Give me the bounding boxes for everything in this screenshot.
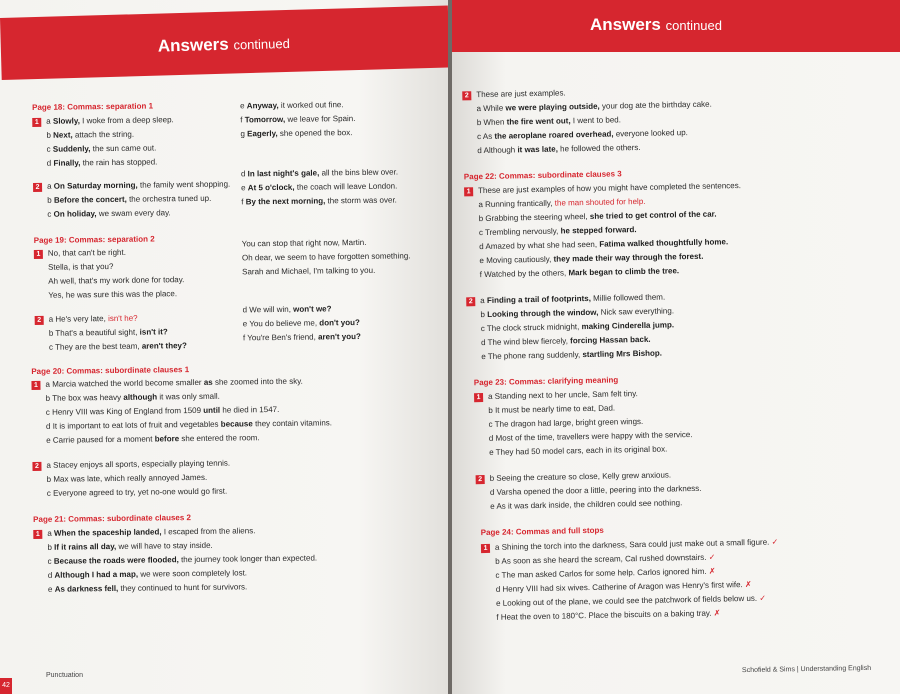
answer-line: a Shining the torch into the darkness, Sara could just make out a small figure. ✓ xyxy=(494,537,779,552)
question-number: 2 xyxy=(466,297,475,306)
question-number: 2 xyxy=(462,91,471,100)
footer-publisher: Schofield & Sims | Understanding English xyxy=(741,664,872,675)
answer-line: e Carrie paused for a moment before she entered the room. xyxy=(46,433,260,445)
answer-line: e The phone rang suddenly, startling Mrs Bishop. xyxy=(481,348,663,362)
question-number: 1 xyxy=(32,118,41,127)
answer-line: b It must be nearly time to eat, Dad. xyxy=(488,403,616,415)
answer-line: e You do believe me, don't you? xyxy=(242,317,360,329)
question-number: 2 xyxy=(32,462,41,471)
answer-line: c The dragon had large, bright green wings. xyxy=(488,416,644,429)
answer-line: a While we were playing outside, your dog ate the birthday cake. xyxy=(476,99,712,114)
question-number: 2 xyxy=(35,316,44,325)
answer-line: e Moving cautiously, they made their way through the forest. xyxy=(479,251,704,266)
answer-line: c The clock struck midnight, making Cinderella jump. xyxy=(480,320,675,334)
question-number: 2 xyxy=(476,475,485,484)
answer-line: a On Saturday morning, the family went shopping. xyxy=(47,179,231,191)
answer-line: d Amazed by what she had seen, Fatima walked thoughtfully home. xyxy=(479,237,729,252)
answer-line: f By the next morning, the storm was over. xyxy=(241,195,397,207)
right-content xyxy=(452,0,900,694)
question-number: 1 xyxy=(464,187,473,196)
answer-line: b Next, attach the string. xyxy=(46,129,135,140)
section-heading: Page 19: Commas: separation 2 xyxy=(33,234,155,245)
question-number: 1 xyxy=(34,250,43,259)
page-number: 42 xyxy=(0,678,12,694)
left-page xyxy=(0,0,448,694)
answer-line: d In last night's gale, all the bins blew over. xyxy=(240,167,399,179)
answer-line: b Before the concert, the orchestra tuned up. xyxy=(47,193,212,205)
answer-line: b When the fire went out, I went to bed. xyxy=(476,115,621,128)
answer-line: f You're Ben's friend, aren't you? xyxy=(242,331,361,343)
answer-line: d Varsha opened the door a little, peering into the darkness. xyxy=(489,483,702,497)
section-heading: Page 20: Commas: subordinate clauses 1 xyxy=(31,365,190,377)
answer-line: a Standing next to her uncle, Sam felt tiny. xyxy=(487,389,638,401)
answer-line: c As the aeroplane roared overhead, everyone looked up. xyxy=(476,128,688,142)
answer-line: e They had 50 model cars, each in its original box. xyxy=(489,444,668,457)
answer-line: e As it was dark inside, the children could see nothing. xyxy=(490,498,683,511)
answer-line: e As darkness fell, they continued to hunt for survivors. xyxy=(47,582,248,594)
answer-line: c Suddenly, the sun came out. xyxy=(46,143,157,154)
answer-line: No, that can't be right. xyxy=(47,247,126,258)
answer-line: a He's very late, isn't he? xyxy=(48,313,138,324)
answer-line: c Henry VIII was King of England from 1509 until he died in 1547. xyxy=(45,404,280,417)
cross-icon: ✗ xyxy=(708,566,716,576)
footer-label: Punctuation xyxy=(46,672,83,679)
answer-line: c The man asked Carlos for some help. Carlos ignored him. ✗ xyxy=(495,566,716,580)
answer-line: a Finding a trail of footprints, Millie followed them. xyxy=(480,292,666,306)
answer-line: Stella, is that you? xyxy=(47,261,114,272)
answer-line: b The box was heavy although it was only small. xyxy=(45,391,220,403)
answer-line: d Although I had a map, we were soon completely lost. xyxy=(47,568,248,580)
tick-icon: ✓ xyxy=(771,537,779,547)
section-heading: Page 21: Commas: subordinate clauses 2 xyxy=(33,513,192,524)
intro-line: These are just examples of how you might have completed the sentences. xyxy=(478,181,741,196)
answer-line: c Because the roads were flooded, the journey took longer than expected. xyxy=(47,553,318,566)
answer-line: f Watched by the others, Mark began to climb the tree. xyxy=(479,266,680,280)
intro-line: These are just examples. xyxy=(476,88,566,100)
answer-line: c Everyone agreed to try, yet no-one would go first. xyxy=(46,486,228,498)
section-heading: Page 23: Commas: clarifying meaning xyxy=(473,375,619,388)
answer-line: Yes, he was sure this was the place. xyxy=(48,289,178,300)
answer-line: d Although it was late, he followed the others. xyxy=(477,142,641,156)
right-banner-title: Answers continued xyxy=(590,15,722,34)
answer-line: b If it rains all day, we will have to stay inside. xyxy=(47,540,213,552)
answer-line: d We will win, won't we? xyxy=(242,304,332,315)
answer-line: b Looking through the window, Nick saw everything. xyxy=(480,306,675,320)
section-heading: Page 18: Commas: separation 1 xyxy=(32,101,154,112)
answer-line: d Henry VIII had six wives. Catherine of Aragon was Henry's first wife. ✗ xyxy=(495,579,752,594)
answer-line: d It is important to eat lots of fruit and vegetables because they contain vitamins. xyxy=(45,418,333,431)
left-content xyxy=(0,0,448,694)
answer-line: Oh dear, we seem to have forgotten something. xyxy=(241,251,411,263)
answer-line: d The wind blew fiercely, forcing Hassan back. xyxy=(480,334,651,348)
question-number: 1 xyxy=(33,530,42,539)
tick-icon: ✓ xyxy=(759,593,767,603)
answer-line: a Slowly, I woke from a deep sleep. xyxy=(46,115,174,126)
section-heading: Page 22: Commas: subordinate clauses 3 xyxy=(463,169,622,182)
section-heading: Page 24: Commas and full stops xyxy=(480,525,604,538)
answer-line: b Grabbing the steering wheel, she tried to get control of the car. xyxy=(478,209,717,224)
answer-line: f Tomorrow, we leave for Spain. xyxy=(240,114,356,125)
answer-line: a Stacey enjoys all sports, especially playing tennis. xyxy=(46,458,231,470)
question-number: 1 xyxy=(31,381,40,390)
answer-line: e Looking out of the plane, we could see the patchwork of fields below us. ✓ xyxy=(495,593,767,608)
cross-icon: ✗ xyxy=(713,608,721,618)
answer-line: c Trembling nervously, he stepped forward. xyxy=(478,225,637,238)
answer-line: d Most of the time, travellers were happy with the service. xyxy=(488,430,693,443)
answer-line: b That's a beautiful sight, isn't it? xyxy=(48,327,168,338)
answer-line: You can stop that right now, Martin. xyxy=(241,237,367,249)
answer-line: b Seeing the creature so close, Kelly grew anxious. xyxy=(489,470,672,483)
tick-icon: ✓ xyxy=(708,552,716,562)
cross-icon: ✗ xyxy=(744,579,752,590)
answer-line: b Max was late, which really annoyed James. xyxy=(46,472,208,484)
question-number: 1 xyxy=(481,544,490,553)
answer-line: Ah well, that's my work done for today. xyxy=(48,275,185,286)
answer-line: c On holiday, we swam every day. xyxy=(47,208,171,219)
answer-line: b As soon as she heard the scream, Cal rushed downstairs. ✓ xyxy=(495,552,716,566)
answer-line: g Eagerly, she opened the box. xyxy=(240,128,353,139)
answer-line: a When the spaceship landed, I escaped from the aliens. xyxy=(47,526,256,538)
left-banner-title: Answers continued xyxy=(157,34,291,56)
answer-line: f Heat the oven to 180°C. Place the biscuits on a baking tray. ✗ xyxy=(496,608,721,622)
answer-line: c They are the best team, aren't they? xyxy=(48,341,187,352)
answer-line: d Finally, the rain has stopped. xyxy=(46,157,158,168)
question-number: 1 xyxy=(474,393,483,402)
answer-line: a Running frantically, the man shouted for help. xyxy=(478,196,646,210)
answer-line: e Anyway, it worked out fine. xyxy=(240,100,344,111)
question-number: 2 xyxy=(33,183,42,192)
answer-line: e At 5 o'clock, the coach will leave London. xyxy=(241,181,398,193)
right-page xyxy=(452,0,900,694)
answer-line: Sarah and Michael, I'm talking to you. xyxy=(242,265,376,277)
answer-line: a Marcia watched the world become smaller as she zoomed into the sky. xyxy=(45,376,303,389)
